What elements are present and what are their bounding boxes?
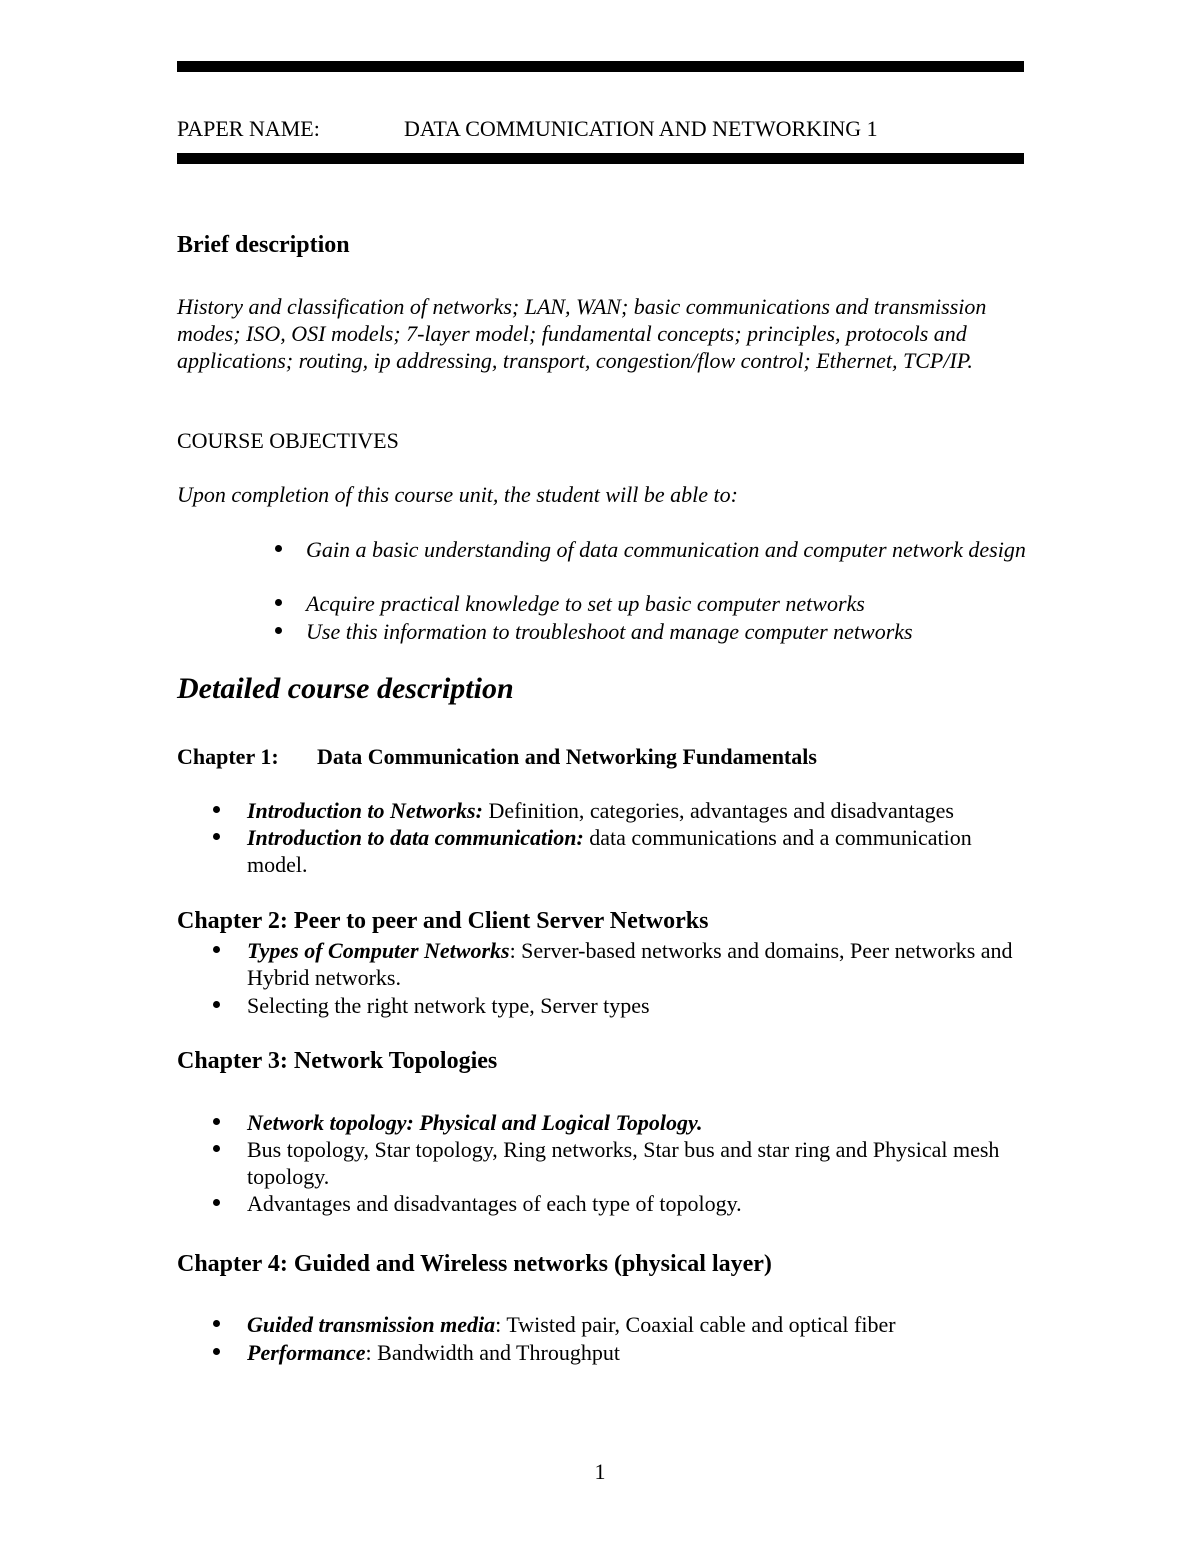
list-item bbox=[247, 797, 1037, 824]
bullet-icon bbox=[213, 1199, 220, 1206]
objective-item: Gain a basic understanding of data communication and computer network design bbox=[306, 537, 1026, 562]
chapter-1-label: Chapter 1: bbox=[177, 744, 279, 769]
brief-description-text: History and classification of networks; LAN, WAN; basic communications and transmission modes; ISO, OSI models; 7-layer model; fundamental concepts; principles, protocols and applications; routing, ip addressing, transport, congestion/flow control; Ethernet, TCP/IP. bbox=[177, 294, 987, 373]
chapter-2-title: Chapter 2: Peer to peer and Client Server Networks bbox=[177, 908, 709, 934]
list-item bbox=[247, 937, 1037, 991]
header-bottom-rule bbox=[177, 153, 1024, 164]
bullet-icon bbox=[213, 946, 220, 953]
list-item-text: Advantages and disadvantages of each type of topology. bbox=[247, 1191, 742, 1216]
list-item-text: : Twisted pair, Coaxial cable and optical fiber bbox=[495, 1312, 896, 1337]
list-item-text: data communications and a communication model. bbox=[247, 825, 972, 877]
list-item bbox=[247, 1311, 1037, 1338]
bullet-icon bbox=[275, 599, 282, 606]
paper-name-label: PAPER NAME: bbox=[177, 116, 320, 141]
list-item-term: Network topology: Physical and Logical Topology. bbox=[247, 1110, 703, 1135]
list-item-text: Definition, categories, advantages and disadvantages bbox=[482, 798, 954, 823]
list-item-term: Types of Computer Networks bbox=[247, 938, 510, 963]
bullet-icon bbox=[213, 1001, 220, 1008]
bullet-icon bbox=[275, 545, 282, 552]
bullet-icon bbox=[213, 1145, 220, 1152]
chapter-3-title: Chapter 3: Network Topologies bbox=[177, 1048, 498, 1074]
objectives-intro: Upon completion of this course unit, the student will be able to: bbox=[177, 482, 738, 507]
list-item-text: Bus topology, Star topology, Ring networks, Star bus and star ring and Physical mesh topology. bbox=[247, 1137, 1000, 1189]
bullet-icon bbox=[275, 627, 282, 634]
list-item-term: Performance bbox=[247, 1340, 366, 1365]
brief-description-heading: Brief description bbox=[177, 232, 350, 258]
list-item bbox=[247, 1190, 1037, 1217]
list-item bbox=[247, 992, 1037, 1019]
paper-name-value: DATA COMMUNICATION AND NETWORKING 1 bbox=[404, 116, 878, 141]
bullet-icon bbox=[213, 806, 220, 813]
chapter-1-title: Data Communication and Networking Fundamentals bbox=[317, 744, 817, 769]
list-item-term: Guided transmission media bbox=[247, 1312, 496, 1337]
list-item-text: : Bandwidth and Throughput bbox=[365, 1340, 620, 1365]
list-item-text: Selecting the right network type, Server types bbox=[247, 993, 650, 1018]
chapter-4-title: Chapter 4: Guided and Wireless networks (physical layer) bbox=[177, 1251, 772, 1277]
list-item-text: : Server-based networks and domains, Peer networks and Hybrid networks. bbox=[247, 938, 1013, 990]
page-number: 1 bbox=[594, 1459, 606, 1484]
list-item bbox=[247, 1109, 1037, 1136]
top-rule bbox=[177, 61, 1024, 72]
bullet-icon bbox=[213, 1118, 220, 1125]
bullet-icon bbox=[213, 833, 220, 840]
detailed-description-heading: Detailed course description bbox=[177, 672, 514, 705]
list-item-term: Introduction to data communication: bbox=[247, 825, 584, 850]
bullet-icon bbox=[213, 1348, 220, 1355]
objective-item: Acquire practical knowledge to set up basic computer networks bbox=[306, 591, 865, 616]
bullet-icon bbox=[213, 1320, 220, 1327]
objective-item: Use this information to troubleshoot and manage computer networks bbox=[306, 619, 913, 644]
list-item-term: Introduction to Networks: bbox=[247, 798, 483, 823]
list-item bbox=[247, 824, 1037, 878]
list-item bbox=[247, 1136, 1037, 1190]
list-item bbox=[247, 1339, 1037, 1366]
course-objectives-heading: COURSE OBJECTIVES bbox=[177, 428, 399, 453]
